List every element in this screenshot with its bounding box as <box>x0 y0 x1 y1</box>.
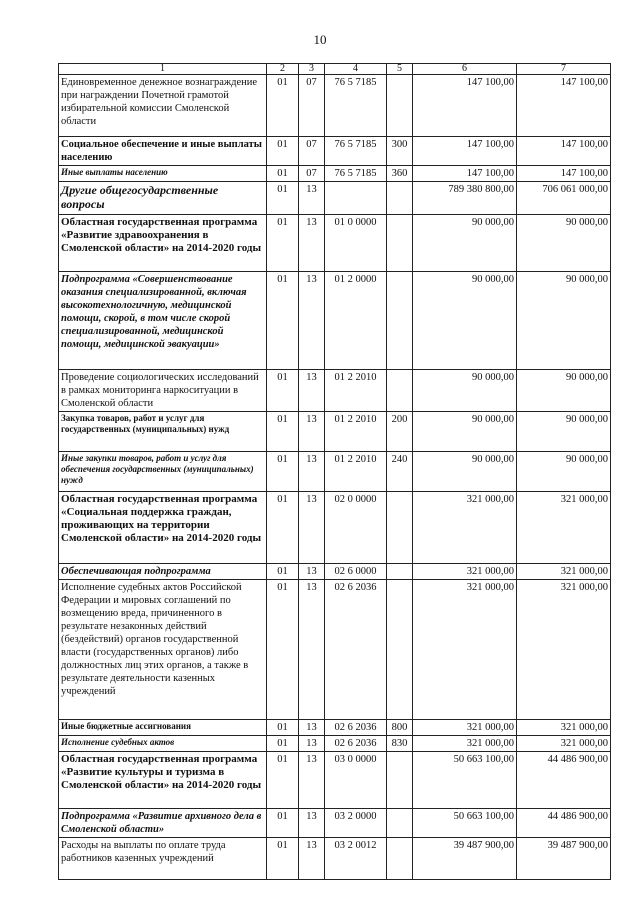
section-code: 01 <box>267 215 299 272</box>
row-name: Исполнение судебных актов Российской Федерации и мировых соглашений по возмещению вреда, причиненного в результате незаконных действий (бездействий) органов государственной власти (государственных органов) либо должностных лиц этих органов, а также в результате деятельности казенных учреждений <box>59 580 267 720</box>
column-header: 3 <box>299 64 325 75</box>
section-code: 01 <box>267 736 299 752</box>
subsection-code: 13 <box>299 412 325 452</box>
target-article-code: 01 2 2010 <box>325 370 387 412</box>
amount-col6: 321 000,00 <box>413 492 517 564</box>
expense-type-code <box>387 492 413 564</box>
amount-col6: 321 000,00 <box>413 736 517 752</box>
column-header: 5 <box>387 64 413 75</box>
amount-col6: 90 000,00 <box>413 215 517 272</box>
amount-col7: 90 000,00 <box>517 272 611 370</box>
section-code: 01 <box>267 412 299 452</box>
amount-col6: 39 487 900,00 <box>413 838 517 880</box>
amount-col6: 90 000,00 <box>413 412 517 452</box>
table-row <box>59 809 611 838</box>
row-name: Закупка товаров, работ и услуг для государственных (муниципальных) нужд <box>59 412 267 452</box>
row-name: Обеспечивающая подпрограмма <box>59 564 267 580</box>
expense-type-code: 200 <box>387 412 413 452</box>
amount-col6: 147 100,00 <box>413 137 517 166</box>
row-name: Расходы на выплаты по оплате труда работников казенных учреждений <box>59 838 267 880</box>
amount-col6: 90 000,00 <box>413 452 517 492</box>
amount-col7: 90 000,00 <box>517 452 611 492</box>
row-name: Другие общегосударственные вопросы <box>59 182 267 215</box>
subsection-code: 07 <box>299 75 325 137</box>
column-header-row <box>59 64 611 75</box>
target-article-code: 02 6 2036 <box>325 720 387 736</box>
subsection-code: 13 <box>299 564 325 580</box>
expense-type-code: 240 <box>387 452 413 492</box>
section-code: 01 <box>267 166 299 182</box>
amount-col6: 789 380 800,00 <box>413 182 517 215</box>
section-code: 01 <box>267 182 299 215</box>
amount-col7: 321 000,00 <box>517 580 611 720</box>
target-article-code: 03 2 0000 <box>325 809 387 838</box>
target-article-code: 01 2 2010 <box>325 412 387 452</box>
row-name: Областная государственная программа «Развитие культуры и туризма в Смоленской области» на 2014-2020 годы <box>59 752 267 809</box>
section-code: 01 <box>267 809 299 838</box>
section-code: 01 <box>267 75 299 137</box>
table-row <box>59 564 611 580</box>
amount-col7: 706 061 000,00 <box>517 182 611 215</box>
table-row <box>59 752 611 809</box>
amount-col6: 50 663 100,00 <box>413 809 517 838</box>
target-article-code: 76 5 7185 <box>325 166 387 182</box>
expense-type-code: 360 <box>387 166 413 182</box>
column-header: 1 <box>59 64 267 75</box>
subsection-code: 13 <box>299 720 325 736</box>
amount-col7: 39 487 900,00 <box>517 838 611 880</box>
section-code: 01 <box>267 720 299 736</box>
amount-col7: 44 486 900,00 <box>517 752 611 809</box>
target-article-code: 01 2 2010 <box>325 452 387 492</box>
expense-type-code <box>387 75 413 137</box>
section-code: 01 <box>267 137 299 166</box>
table-row <box>59 580 611 720</box>
table-row <box>59 166 611 182</box>
column-header: 4 <box>325 64 387 75</box>
amount-col7: 321 000,00 <box>517 564 611 580</box>
amount-col7: 147 100,00 <box>517 166 611 182</box>
target-article-code: 02 6 2036 <box>325 580 387 720</box>
row-name: Иные бюджетные ассигнования <box>59 720 267 736</box>
target-article-code: 01 0 0000 <box>325 215 387 272</box>
section-code: 01 <box>267 452 299 492</box>
section-code: 01 <box>267 564 299 580</box>
expense-type-code: 800 <box>387 720 413 736</box>
expense-type-code <box>387 809 413 838</box>
amount-col7: 90 000,00 <box>517 215 611 272</box>
row-name: Исполнение судебных актов <box>59 736 267 752</box>
amount-col6: 321 000,00 <box>413 720 517 736</box>
expense-type-code <box>387 370 413 412</box>
table-row <box>59 75 611 137</box>
table-row <box>59 215 611 272</box>
row-name: Проведение социологических исследований в рамках мониторинга наркоситуации в Смоленской области <box>59 370 267 412</box>
table-row <box>59 838 611 880</box>
section-code: 01 <box>267 752 299 809</box>
row-name: Иные закупки товаров, работ и услуг для обеспечения государственных (муниципальных) нужд <box>59 452 267 492</box>
table-row <box>59 492 611 564</box>
amount-col6: 321 000,00 <box>413 564 517 580</box>
subsection-code: 13 <box>299 370 325 412</box>
subsection-code: 13 <box>299 809 325 838</box>
section-code: 01 <box>267 272 299 370</box>
target-article-code: 02 6 0000 <box>325 564 387 580</box>
expense-type-code <box>387 580 413 720</box>
expense-type-code <box>387 838 413 880</box>
subsection-code: 13 <box>299 215 325 272</box>
row-name: Подпрограмма «Совершенствование оказания специализированной, включая высокотехнологичную, медицинской помощи, скорой, в том числе скорой специализированной, медицинской помощи, медицинской эвакуации» <box>59 272 267 370</box>
expense-type-code <box>387 215 413 272</box>
expense-type-code <box>387 182 413 215</box>
table-row <box>59 137 611 166</box>
section-code: 01 <box>267 838 299 880</box>
row-name: Областная государственная программа «Социальная поддержка граждан, проживающих на территории Смоленской области» на 2014-2020 годы <box>59 492 267 564</box>
subsection-code: 13 <box>299 736 325 752</box>
row-name: Единовременное денежное вознаграждение при награждении Почетной грамотой избирательной комиссии Смоленской области <box>59 75 267 137</box>
expense-type-code <box>387 272 413 370</box>
amount-col7: 321 000,00 <box>517 736 611 752</box>
amount-col6: 321 000,00 <box>413 580 517 720</box>
amount-col6: 147 100,00 <box>413 166 517 182</box>
section-code: 01 <box>267 580 299 720</box>
subsection-code: 13 <box>299 580 325 720</box>
target-article-code: 76 5 7185 <box>325 137 387 166</box>
target-article-code: 03 2 0012 <box>325 838 387 880</box>
amount-col7: 44 486 900,00 <box>517 809 611 838</box>
table-row <box>59 720 611 736</box>
subsection-code: 07 <box>299 166 325 182</box>
row-name: Социальное обеспечение и иные выплаты населению <box>59 137 267 166</box>
amount-col7: 321 000,00 <box>517 492 611 564</box>
target-article-code: 03 0 0000 <box>325 752 387 809</box>
amount-col7: 147 100,00 <box>517 137 611 166</box>
section-code: 01 <box>267 370 299 412</box>
expense-type-code <box>387 752 413 809</box>
amount-col7: 90 000,00 <box>517 370 611 412</box>
expense-type-code: 830 <box>387 736 413 752</box>
expense-type-code: 300 <box>387 137 413 166</box>
expense-type-code <box>387 564 413 580</box>
subsection-code: 13 <box>299 752 325 809</box>
column-header: 6 <box>413 64 517 75</box>
target-article-code <box>325 182 387 215</box>
amount-col6: 90 000,00 <box>413 370 517 412</box>
subsection-code: 13 <box>299 272 325 370</box>
amount-col6: 90 000,00 <box>413 272 517 370</box>
subsection-code: 13 <box>299 182 325 215</box>
table-row <box>59 736 611 752</box>
row-name: Иные выплаты населению <box>59 166 267 182</box>
amount-col6: 147 100,00 <box>413 75 517 137</box>
amount-col6: 50 663 100,00 <box>413 752 517 809</box>
row-name: Подпрограмма «Развитие архивного дела в Смоленской области» <box>59 809 267 838</box>
table-row <box>59 452 611 492</box>
subsection-code: 13 <box>299 492 325 564</box>
subsection-code: 07 <box>299 137 325 166</box>
row-name: Областная государственная программа «Развитие здравоохранения в Смоленской области» на 2014-2020 годы <box>59 215 267 272</box>
subsection-code: 13 <box>299 452 325 492</box>
table-row <box>59 182 611 215</box>
subsection-code: 13 <box>299 838 325 880</box>
budget-table <box>58 63 611 880</box>
table-row <box>59 272 611 370</box>
target-article-code: 76 5 7185 <box>325 75 387 137</box>
table-row <box>59 370 611 412</box>
section-code: 01 <box>267 492 299 564</box>
target-article-code: 01 2 0000 <box>325 272 387 370</box>
table-row <box>59 412 611 452</box>
amount-col7: 321 000,00 <box>517 720 611 736</box>
amount-col7: 90 000,00 <box>517 412 611 452</box>
target-article-code: 02 6 2036 <box>325 736 387 752</box>
page-number: 10 <box>313 32 327 47</box>
column-header: 2 <box>267 64 299 75</box>
column-header: 7 <box>517 64 611 75</box>
target-article-code: 02 0 0000 <box>325 492 387 564</box>
amount-col7: 147 100,00 <box>517 75 611 137</box>
